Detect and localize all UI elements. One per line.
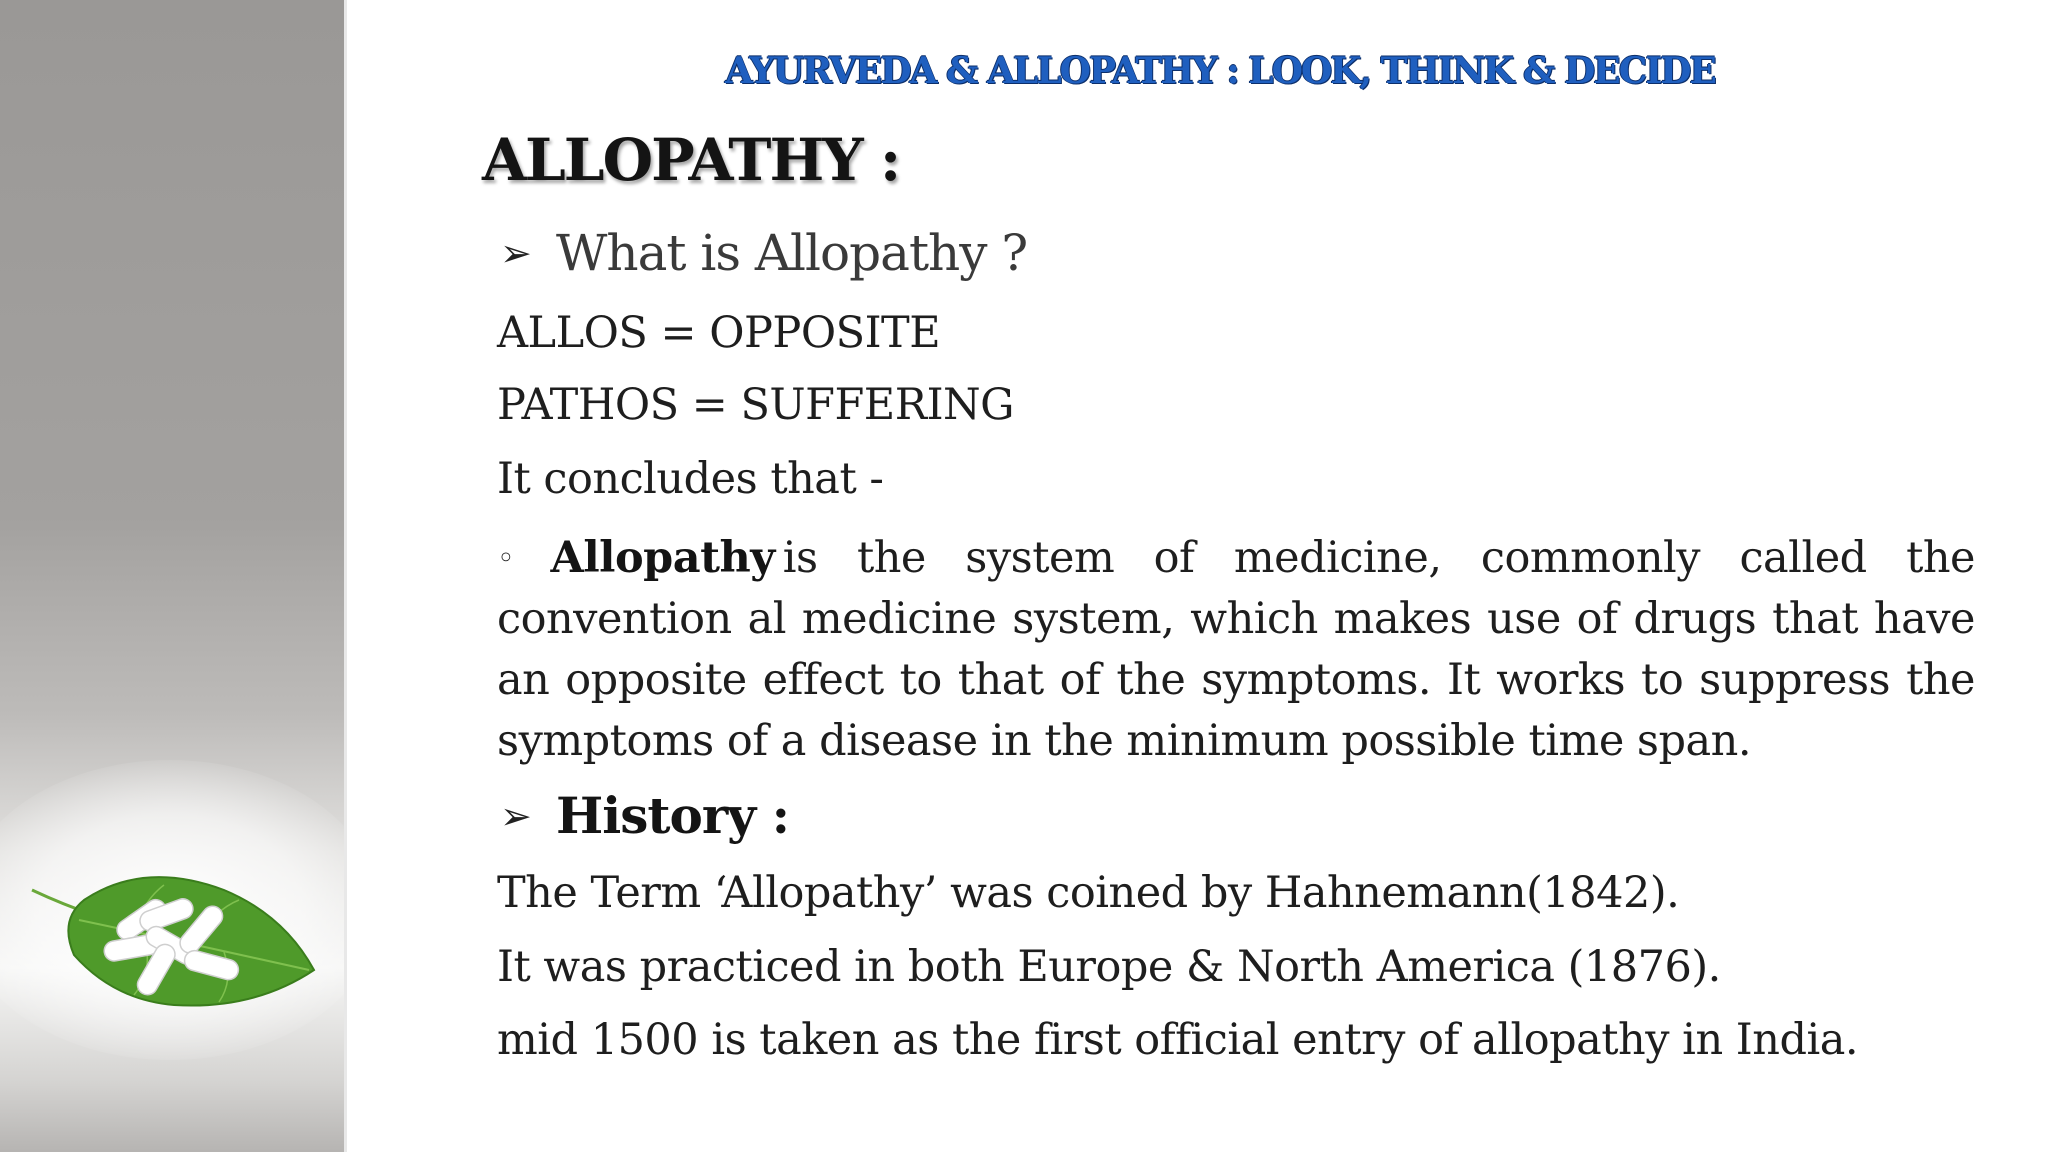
panel-divider (344, 0, 347, 1152)
circle-bullet-icon: ◦ (497, 541, 541, 576)
definition-line-pathos: PATHOS = SUFFERING (497, 380, 1015, 430)
definition-term: Allopathy (550, 533, 775, 583)
arrowhead-bullet-icon: ➢ (500, 793, 531, 838)
question-heading-text: What is Allopathy ? (556, 224, 1028, 282)
arrowhead-bullet-icon: ➢ (500, 231, 531, 275)
definition-line-allos: ALLOS = OPPOSITE (497, 308, 941, 358)
definition-paragraph (497, 528, 1975, 772)
slide-header-title: AYURVEDA & ALLOPATHY : LOOK, THINK & DECIDE (725, 50, 1715, 92)
history-heading-text: History : (556, 786, 790, 845)
history-line: It was practiced in both Europe & North America (1876). (497, 942, 1721, 992)
side-panel (0, 0, 344, 1152)
history-line: mid 1500 is taken as the first official entry of allopathy in India. (497, 1015, 1859, 1065)
history-line: The Term ‘Allopathy’ was coined by Hahnemann(1842). (497, 868, 1680, 918)
conclusion-intro: It concludes that - (497, 454, 884, 504)
question-heading (500, 224, 1027, 282)
definition-text: is the system of medicine, commonly called the convention al medicine system, which makes use of drugs that have an opposite effect to that of the symptoms. It works to suppress the symptoms of a disease in the minimum possible time span. (497, 533, 1976, 766)
page-title: ALLOPATHY : (482, 126, 900, 194)
history-heading (500, 786, 789, 845)
leaf-with-pills-image (24, 860, 324, 1020)
